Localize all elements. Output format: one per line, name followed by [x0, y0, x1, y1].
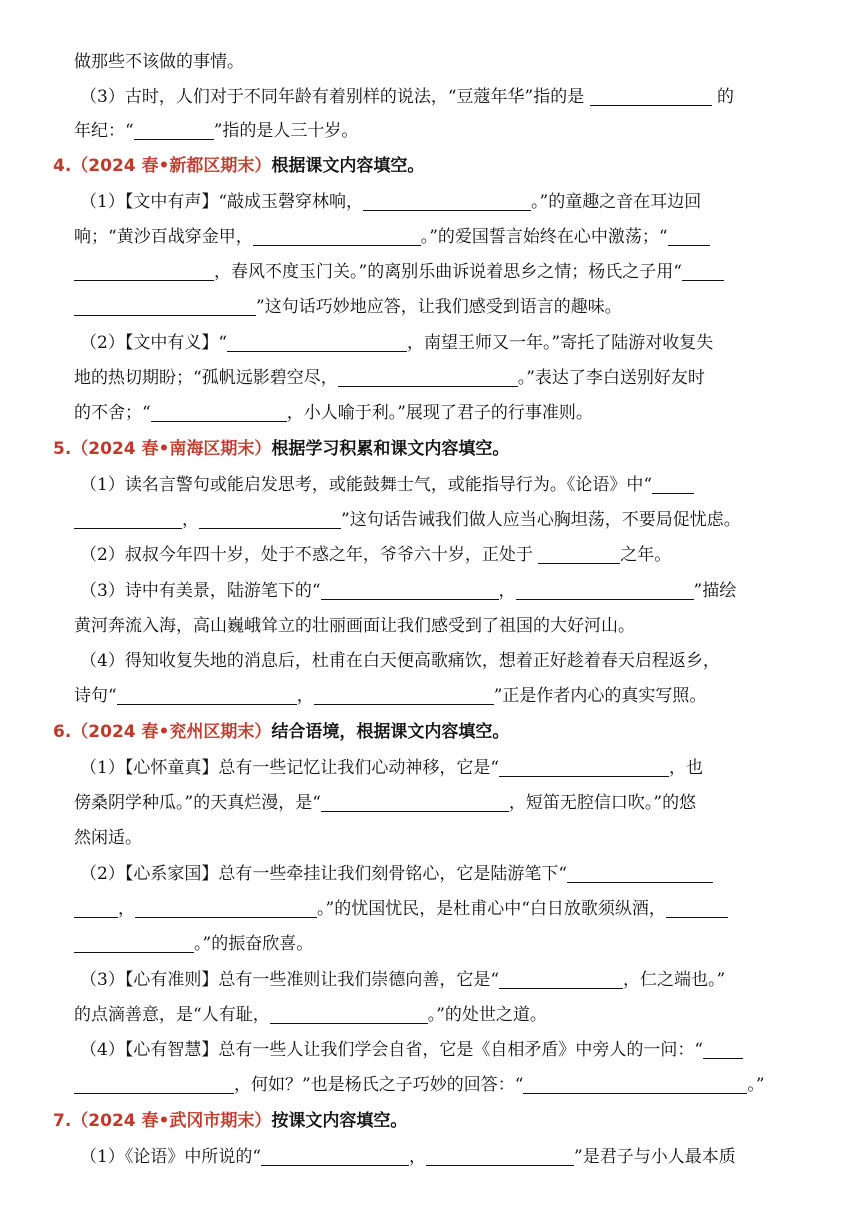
text-segment: （2024 春•兖州区期末） [71, 722, 272, 742]
text-segment: ， [182, 510, 199, 530]
text-segment: （2024 春•南海区期末） [71, 439, 272, 459]
answer-blank[interactable] [117, 684, 297, 705]
answer-blank[interactable] [426, 1145, 574, 1166]
text-line [74, 361, 868, 395]
text-line [74, 821, 868, 855]
answer-blank[interactable] [74, 897, 118, 918]
text-line [80, 1140, 868, 1174]
answer-blank[interactable] [314, 684, 494, 705]
text-line [80, 468, 868, 502]
text-segment: （2024 春•武冈市期末） [71, 1111, 272, 1131]
text-segment: ， [296, 686, 314, 706]
question-heading [53, 1104, 868, 1138]
text-segment: 响；“黄沙百战穿金甲， [74, 227, 253, 247]
text-segment: 结合语境，根据课文内容填空。 [271, 722, 510, 742]
answer-blank[interactable] [74, 1073, 234, 1094]
text-segment: ”描绘 [693, 581, 737, 601]
question-heading [53, 149, 868, 183]
text-segment: ， [118, 899, 135, 919]
text-segment: ， [409, 1147, 427, 1167]
text-segment: 地的热切期盼；“孤帆远影碧空尽， [74, 368, 338, 388]
text-segment: （3）诗中有美景，陆游笔下的“ [80, 581, 321, 601]
text-segment: 。”的忧国忧民，是杜甫心中“白日放歌须纵酒， [317, 899, 666, 919]
text-segment: 做那些不该做的事情。 [74, 52, 244, 72]
text-line [80, 574, 868, 608]
text-segment: ”是君子与小人最本质 [574, 1147, 736, 1167]
text-segment: 的点滴善意，是“人有耻， [74, 1005, 270, 1025]
answer-blank[interactable] [134, 119, 214, 140]
text-segment: （3）古时，人们对于不同年龄有着别样的说法，“豆蔻年华”指的是 [80, 87, 590, 107]
answer-blank[interactable] [666, 897, 728, 918]
answer-blank[interactable] [321, 791, 509, 812]
text-segment: （1）【心怀童真】总有一些记忆让我们心动神移，它是“ [80, 758, 500, 778]
text-segment: ， [498, 581, 516, 601]
text-segment: ，也 [669, 758, 704, 778]
text-segment: （4）得知收复失地的消息后，杜甫在白天便高歌痛饮，想着正好趁着春天启程返乡， [80, 651, 720, 671]
text-line [80, 857, 868, 891]
text-segment: ”正是作者内心的真实写照。 [493, 686, 707, 706]
text-line [74, 679, 868, 713]
question-heading [53, 715, 868, 749]
text-segment: ，小人喻于利。”展现了君子的行事准则。 [286, 403, 593, 423]
question-heading [53, 432, 868, 466]
text-line [74, 290, 868, 324]
text-line [74, 114, 868, 148]
text-line [80, 185, 868, 219]
text-segment: （3）【心有准则】总有一些准则让我们崇德向善，它是“ [80, 970, 500, 990]
answer-blank[interactable] [499, 968, 623, 989]
answer-blank[interactable] [74, 295, 256, 316]
text-segment: （2）叔叔今年四十岁，处于不惑之年，爷爷六十岁，正处于 [80, 545, 539, 565]
text-line [74, 45, 868, 79]
text-segment: ”指的是人三十岁。 [213, 121, 359, 141]
answer-blank[interactable] [135, 897, 317, 918]
text-segment: 按课文内容填空。 [271, 1111, 408, 1131]
text-segment: 黄河奔流入海，高山巍峨耸立的壮丽画面让我们感受到了祖国的大好河山。 [74, 616, 635, 636]
answer-blank[interactable] [538, 543, 620, 564]
answer-blank[interactable] [703, 1038, 743, 1059]
text-line [74, 220, 868, 254]
text-line [80, 963, 868, 997]
answer-blank[interactable] [523, 1073, 747, 1094]
text-segment: ，何如？”也是杨氏之子巧妙的回答：“ [234, 1075, 524, 1095]
text-segment: 诗句“ [74, 686, 117, 706]
text-segment: 。”的振奋欣喜。 [194, 934, 314, 954]
text-segment: ”这句话巧妙地应答，让我们感受到语言的趣味。 [256, 297, 622, 317]
text-line [74, 396, 868, 430]
text-segment: 的 [711, 87, 735, 107]
text-segment: （1）《论语》中所说的“ [80, 1147, 262, 1167]
text-line [74, 1068, 868, 1102]
text-segment: ，短笛无腔信口吹。”的悠 [508, 793, 697, 813]
answer-blank[interactable] [227, 331, 407, 352]
text-segment: （1）【文中有声】“敲成玉磬穿林响， [80, 192, 364, 212]
text-segment: 根据学习积累和课文内容填空。 [271, 439, 510, 459]
text-segment: 傍桑阴学种瓜。”的天真烂漫，是“ [74, 793, 321, 813]
text-line [74, 609, 868, 643]
text-line [74, 892, 868, 926]
text-segment: 。”的爱国誓言始终在心中激荡；“ [420, 227, 668, 247]
text-line [80, 1033, 868, 1067]
text-segment: 根据课文内容填空。 [271, 156, 425, 176]
text-segment: （2024 春•新都区期末） [71, 156, 272, 176]
text-segment: 的不舍；“ [74, 403, 151, 423]
text-segment: ，春风不度玉门关。”的离别乐曲诉说着思乡之情；杨氏之子用“ [214, 262, 682, 282]
answer-blank[interactable] [74, 508, 182, 529]
text-segment: 5. [53, 439, 72, 459]
answer-blank[interactable] [363, 190, 531, 211]
text-segment: （1）读名言警句或能启发思考，或能鼓舞士气，或能指导行为。《论语》中“ [80, 475, 653, 495]
text-segment: （4）【心有智慧】总有一些人让我们学会自省，它是《自相矛盾》中旁人的一问：“ [80, 1040, 704, 1060]
text-segment: 。”表达了李白送别好友时 [517, 368, 705, 388]
text-segment: ，仁之端也。” [623, 970, 726, 990]
text-line [80, 644, 868, 678]
text-line [80, 751, 868, 785]
text-segment: 。”的处世之道。 [427, 1005, 547, 1025]
text-line [74, 998, 868, 1032]
answer-blank[interactable] [261, 1145, 409, 1166]
text-line [80, 538, 868, 572]
text-segment: （2）【文中有义】“ [80, 333, 228, 353]
answer-blank[interactable] [338, 366, 518, 387]
text-line [74, 786, 868, 820]
text-segment: （2）【心系家国】总有一些牵挂让我们刻骨铭心，它是陆游笔下“ [80, 864, 568, 884]
answer-blank[interactable] [652, 473, 694, 494]
text-segment: ”这句话告诫我们做人应当心胸坦荡，不要局促忧虑。 [341, 510, 741, 530]
answer-blank[interactable] [567, 862, 713, 883]
text-line [74, 927, 868, 961]
text-segment: 然闲适。 [74, 828, 142, 848]
answer-blank[interactable] [74, 260, 214, 281]
text-segment: 4. [53, 156, 72, 176]
text-line [80, 80, 868, 114]
text-segment: 。”的童趣之音在耳边回 [531, 192, 702, 212]
text-line [74, 255, 868, 289]
answer-blank[interactable] [151, 401, 287, 422]
answer-blank[interactable] [321, 579, 499, 600]
text-segment: 7. [53, 1111, 72, 1131]
text-line [80, 326, 868, 360]
answer-blank[interactable] [199, 508, 341, 529]
answer-blank[interactable] [74, 932, 194, 953]
answer-blank[interactable] [253, 225, 421, 246]
answer-blank[interactable] [499, 756, 669, 777]
text-segment: 之年。 [620, 545, 672, 565]
text-segment: 6. [53, 722, 72, 742]
answer-blank[interactable] [682, 260, 724, 281]
answer-blank[interactable] [270, 1003, 428, 1024]
answer-blank[interactable] [590, 85, 712, 106]
text-segment: 。” [747, 1075, 765, 1095]
text-segment: ，南望王师又一年。”寄托了陆游对收复失 [407, 333, 714, 353]
text-segment: 年纪：“ [74, 121, 134, 141]
answer-blank[interactable] [516, 579, 694, 600]
text-line [74, 503, 868, 537]
answer-blank[interactable] [668, 225, 710, 246]
